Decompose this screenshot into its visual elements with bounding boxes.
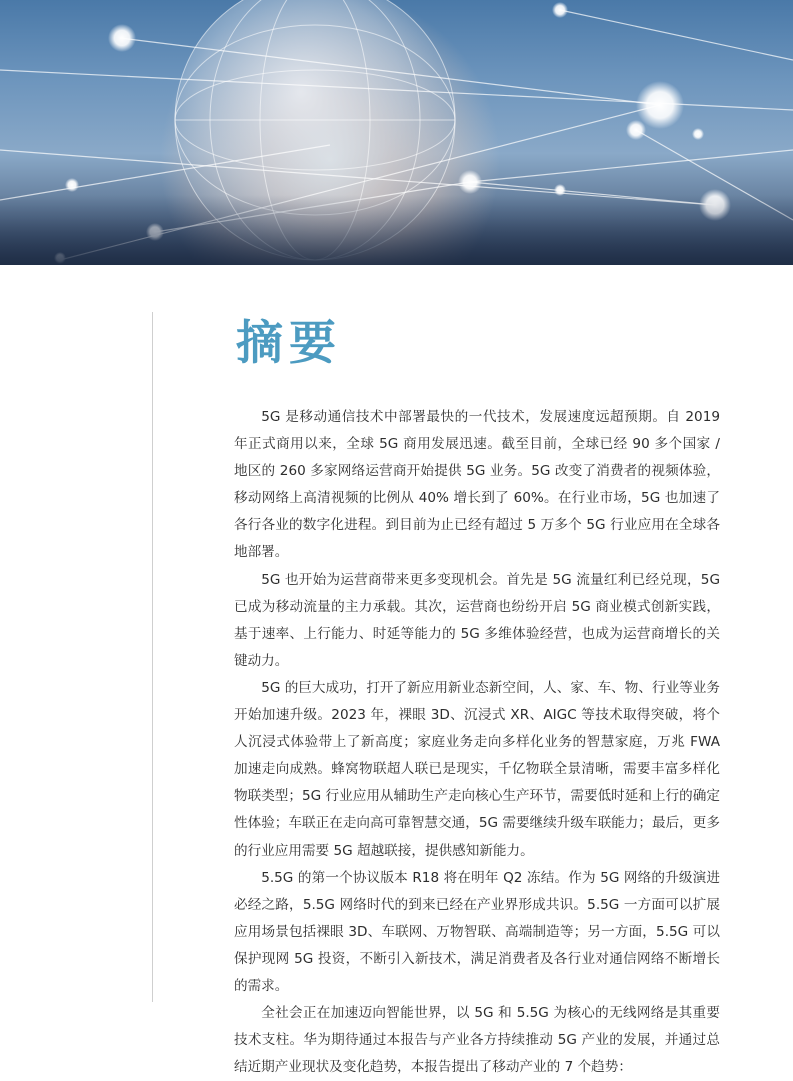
hero-banner-image xyxy=(0,0,793,265)
paragraph-1: 5G 是移动通信技术中部署最快的一代技术，发展速度远超预期。自 2019 年正式商用以来，全球 5G 商用发展迅速。截至目前，全球已经 90 多个国家 / 地区的 260 多家网络运营商开始提供 5G 业务。5G 改变了消费者的视频体验，移动网络上高清视频的比例从 40% 增长到了 60%。在行业市场，5G 也加速了各行各业的数字化进程。到目前为止已经有超过 5 万多个 5G 行业应用在全球各地部署。 xyxy=(234,409,720,561)
page-title: 摘要 xyxy=(236,316,342,371)
paragraph-2: 5G 也开始为运营商带来更多变现机会。首先是 5G 流量红利已经兑现，5G 已成为移动流量的主力承载。其次，运营商也纷纷开启 5G 商业模式创新实践，基于速率、上行能力、时延等能力的 5G 多维体验经营，也成为运营商增长的关键动力。 xyxy=(234,571,720,669)
paragraph-5: 全社会正在加速迈向智能世界，以 5G 和 5.5G 为核心的无线网络是其重要技术支柱。华为期待通过本报告与产业各方持续推动 5G 产业的发展，并通过总结近期产业现状及变化趋势，本报告提出了移动产业的 7 个趋势： xyxy=(234,1005,720,1076)
paragraph-4: 5.5G 的第一个协议版本 R18 将在明年 Q2 冻结。作为 5G 网络的升级演进必经之路，5.5G 网络时代的到来已经在产业界形成共识。5.5G 一方面可以扩展应用场景包括裸眼 3D、车联网、万物智联、高端制造等；另一方面，5.5G 可以保护现网 5G 投资，不断引入新技术，满足消费者及各行业对通信网络不断增长的需求。 xyxy=(234,869,720,994)
abstract-body xyxy=(234,404,720,1081)
globe-network-illustration xyxy=(0,0,793,265)
paragraph-3: 5G 的巨大成功，打开了新应用新业态新空间，人、家、车、物、行业等业务开始加速升级。2023 年，裸眼 3D、沉浸式 XR、AIGC 等技术取得突破，将个人沉浸式体验带上了新高度；家庭业务走向多样化业务的智慧家庭，万兆 FWA 加速走向成熟。蜂窝物联超人联已是现实，千亿物联全景清晰，需要丰富多样化物联类型；5G 行业应用从辅助生产走向核心生产环节，需要低时延和上行的确定性体验；车联正在走向高可靠智慧交通，5G 需要继续升级车联能力；最后，更多的行业应用需要 5G 超越联接，提供感知新能力。 xyxy=(234,679,720,859)
left-divider-line xyxy=(152,312,153,1002)
